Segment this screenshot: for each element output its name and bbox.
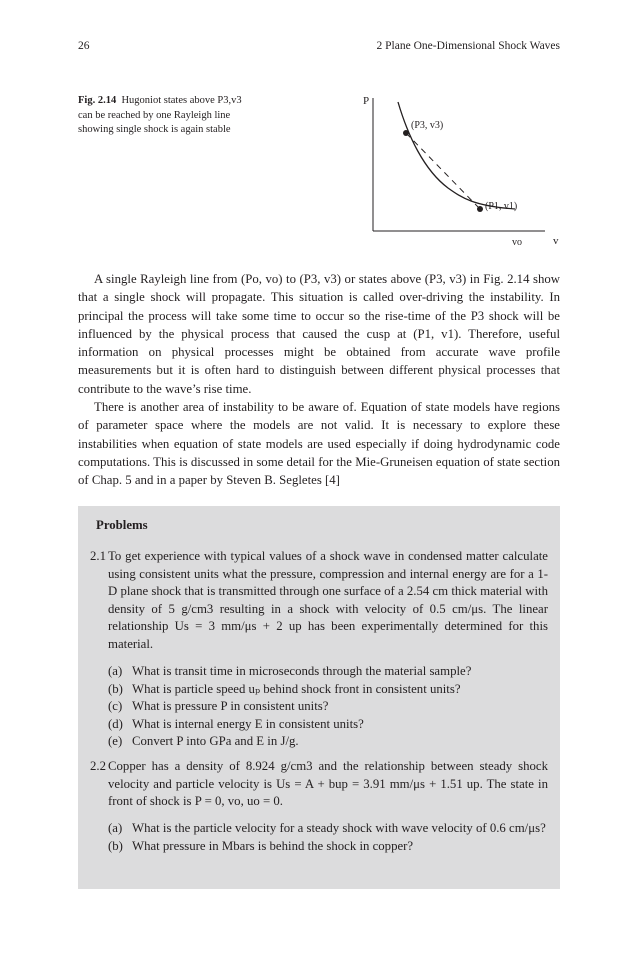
subquestion-text: What pressure in Mbars is behind the shock in copper? [132, 838, 414, 853]
hugoniot-figure [340, 88, 570, 253]
problems-title: Problems [96, 518, 148, 532]
body-text [78, 270, 560, 490]
subquestion-text: What is particle speed uₚ behind shock front in consistent units? [132, 681, 461, 696]
paragraph-2: There is another area of instability to be aware of. Equation of state models have regions of parameter space where the models are not valid. It is necessary to explore these instabilities when equation of state models are used especially if doing hydrodynamic code computations. This is discussed in some detail for the Mie-Gruneisen equation of state section of Chap. 5 and in a paper by Steven B. Segletes [4] [78, 400, 560, 488]
problem-2-2-subquestions [108, 820, 548, 855]
problem-2-2 [90, 758, 548, 811]
problem-number: 2.1 [90, 549, 106, 563]
label-p3-v3: (P3, v3) [411, 120, 444, 131]
subquestion-a: (a) What is the particle velocity for a steady shock with wave velocity of 0.6 cm/μs? [108, 821, 546, 835]
subquestion-c: (c) What is pressure P in consistent units? [108, 699, 329, 714]
hugoniot-curve [398, 102, 515, 209]
label-p1-v1: (P1, v1) [485, 201, 518, 212]
problems-box [78, 506, 560, 889]
problem-text: Copper has a density of 8.924 g/cm3 and the relationship between steady shock velocity and particle velocity is Us = A + bup = 3.91 mm/μs + 1.51 up. The state in front of shock is P = 0, vo, uo = 0. [108, 759, 548, 809]
point-p3 [403, 130, 409, 136]
problem-2-1 [90, 548, 548, 654]
tick-label-vo: vo [512, 237, 522, 248]
rayleigh-line [406, 133, 480, 209]
page-number: 26 [78, 40, 90, 52]
axis-label-p: P [363, 95, 370, 107]
subquestion-a: (a) What is transit time in microseconds through the material sample? [108, 664, 472, 678]
figure-caption [78, 94, 248, 138]
problem-2-1-subquestions [108, 663, 548, 751]
subquestion-text: What is pressure P in consistent units? [132, 699, 329, 714]
point-p1 [477, 206, 483, 212]
figure-caption-text: Hugoniot states above P3,v3 can be reached by one Rayleigh line showing single shock is again stable [78, 95, 242, 135]
subquestion-text: What is internal energy E in consistent units? [132, 716, 364, 731]
subquestion-text: What is the particle velocity for a steady shock with wave velocity of 0.6 cm/μs? [132, 821, 546, 835]
subquestion-b: (b) What is particle speed uₚ behind shock front in consistent units? [108, 681, 461, 696]
subquestion-b: (b) What pressure in Mbars is behind the shock in copper? [108, 838, 414, 853]
problem-number: 2.2 [90, 759, 106, 773]
problem-text: To get experience with typical values of a shock wave in condensed matter calculate using consistent units what the pressure, compression and internal energy are for a 1-D plane shock that is transmitted through one surface of a 2.54 cm thick material with density of 5 g/cm3 resulting in a shock with velocity of 0.5 cm/μs. The linear relationship Us = 3 mm/μs + 2 up has been experimentally determined for this material. [108, 549, 548, 651]
figure-label: Fig. 2.14 [78, 95, 117, 106]
subquestion-text: What is transit time in microseconds through the material sample? [132, 664, 472, 678]
paragraph-1: A single Rayleigh line from (Po, vo) to (P3, v3) or states above (P3, v3) in Fig. 2.14 show that a single shock will propagate. This situation is called over-driving the instability. In principal the process will take some time to occur so the rise-time of the P3 shock will be influenced by the physical process that caused the cusp at (P1, v1). Therefore, useful information on physical processes might be obtained from accurate wave profile measurements but it is often hard to distinguish between different physical processes that contribute to the wave’s rise time. [78, 272, 560, 396]
subquestion-e: (e) Convert P into GPa and E in J/g. [108, 734, 299, 749]
axis-label-v: v [553, 235, 559, 247]
subquestion-d: (d) What is internal energy E in consistent units? [108, 716, 364, 731]
subquestion-text: Convert P into GPa and E in J/g. [132, 734, 299, 749]
running-title: 2 Plane One-Dimensional Shock Waves [376, 40, 560, 52]
